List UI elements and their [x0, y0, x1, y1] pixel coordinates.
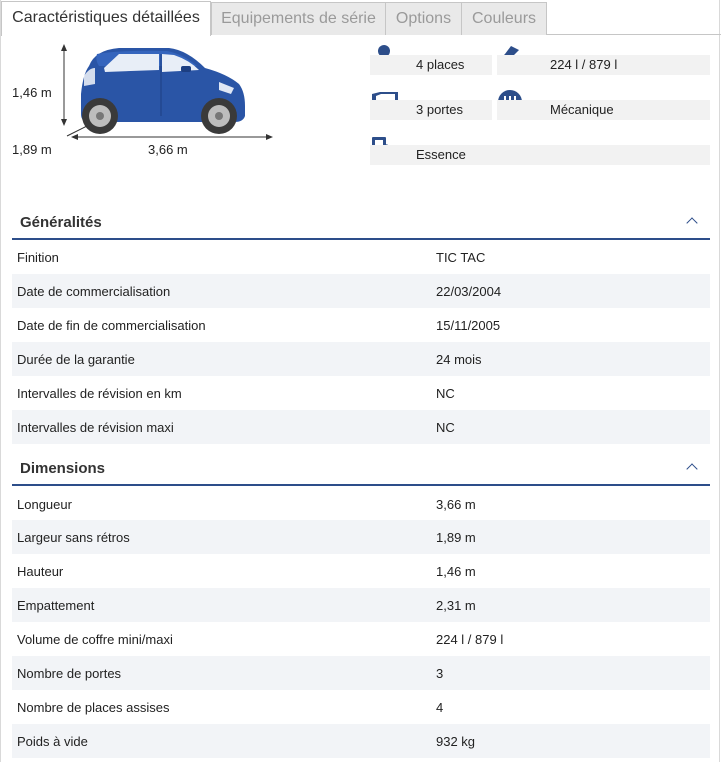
spec-gearbox-value: Mécanique	[550, 102, 614, 117]
row-value: NC	[436, 386, 455, 401]
car-illustration	[59, 44, 279, 144]
row-value: 3,66 m	[436, 497, 476, 512]
table-row	[12, 487, 710, 521]
summary-panel	[1, 36, 721, 196]
table-row	[12, 240, 710, 274]
tab-couleurs[interactable]: Couleurs	[461, 2, 547, 35]
row-key: Volume de coffre mini/maxi	[17, 632, 173, 647]
row-value: NC	[436, 420, 455, 435]
table-row	[12, 724, 710, 758]
section-title: Généralités	[20, 214, 102, 231]
row-key: Empattement	[17, 598, 95, 613]
height-label: 1,46 m	[12, 85, 52, 100]
row-key: Longueur	[17, 497, 72, 512]
table-row	[12, 622, 710, 656]
table-row	[12, 690, 710, 724]
row-key: Finition	[17, 250, 59, 265]
spec-trunk-value: 224 l / 879 l	[550, 57, 618, 72]
table-row	[12, 656, 710, 690]
table-row	[12, 588, 710, 622]
table-row	[12, 410, 710, 444]
table-row	[12, 342, 710, 376]
row-key: Hauteur	[17, 564, 64, 579]
row-key: Largeur sans rétros	[17, 530, 130, 545]
tab-options[interactable]: Options	[385, 2, 462, 35]
section-header-dimensions[interactable]	[12, 452, 710, 486]
table-row	[12, 308, 710, 342]
tab-bar	[1, 0, 721, 35]
row-value: 1,46 m	[436, 564, 476, 579]
row-key: Nombre de places assises	[17, 700, 170, 715]
spec-fuel	[370, 145, 710, 165]
spec-places-value: 4 places	[416, 57, 465, 72]
row-value: 2,31 m	[436, 598, 476, 613]
table-row	[12, 376, 710, 410]
width-label: 1,89 m	[12, 142, 52, 157]
section-header-generalites[interactable]	[12, 206, 710, 240]
table-row	[12, 274, 710, 308]
row-value: 932 kg	[436, 734, 476, 749]
spec-fuel-value: Essence	[416, 147, 466, 162]
table-row	[12, 520, 710, 554]
row-value: 224 l / 879 l	[436, 632, 504, 647]
spec-gearbox	[497, 100, 710, 120]
row-value: 4	[436, 700, 444, 715]
length-label: 3,66 m	[148, 142, 188, 157]
spec-places	[370, 55, 492, 75]
spec-doors	[370, 100, 492, 120]
row-value: 24 mois	[436, 352, 482, 367]
spec-doors-value: 3 portes	[416, 102, 463, 117]
chevron-up-icon[interactable]	[686, 463, 697, 474]
row-key: Intervalles de révision en km	[17, 386, 182, 401]
tab-caracteristiques[interactable]: Caractéristiques détaillées	[1, 1, 211, 36]
row-value: 15/11/2005	[436, 318, 501, 333]
row-key: Intervalles de révision maxi	[17, 420, 174, 435]
section-title: Dimensions	[20, 460, 106, 477]
chevron-up-icon[interactable]	[686, 217, 697, 228]
row-key: Date de commercialisation	[17, 284, 171, 299]
row-key: Date de fin de commercialisation	[17, 318, 206, 333]
row-value: TIC TAC	[436, 250, 486, 265]
row-value: 1,89 m	[436, 530, 476, 545]
row-value: 22/03/2004	[436, 284, 502, 299]
spec-trunk	[497, 55, 710, 75]
row-key: Durée de la garantie	[17, 352, 135, 367]
table-row	[12, 554, 710, 588]
tab-equipements[interactable]: Equipements de série	[211, 2, 386, 35]
row-value: 3	[436, 666, 444, 681]
row-key: Nombre de portes	[17, 666, 122, 681]
row-key: Poids à vide	[17, 734, 88, 749]
